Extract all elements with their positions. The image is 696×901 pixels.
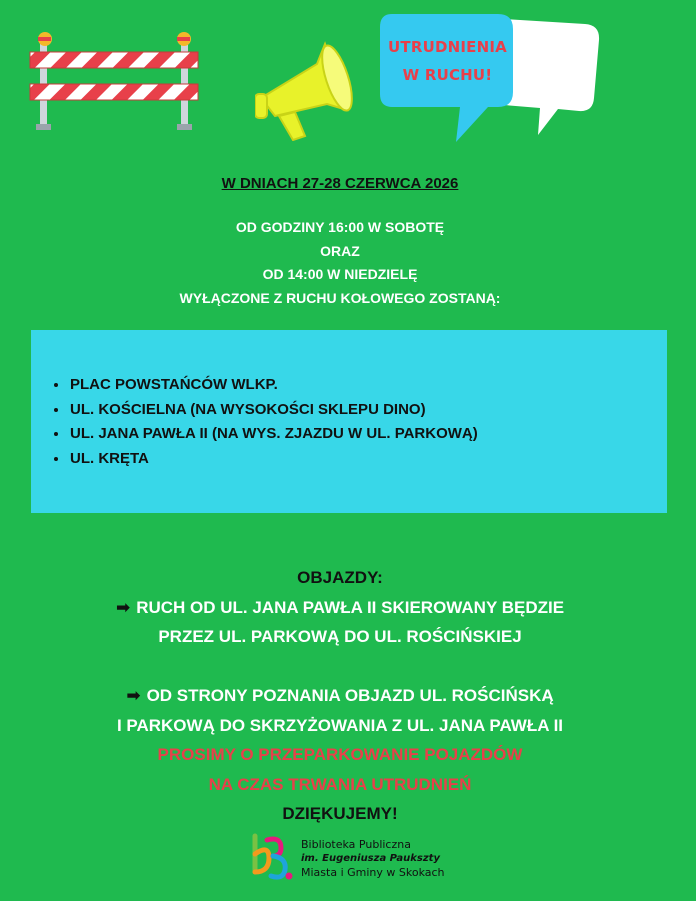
detours-heading: OBJAZDY: [297,568,383,587]
library-name [301,838,445,880]
megaphone-icon [255,36,365,141]
intro-line: OD 14:00 W NIEDZIELĘ [262,266,418,282]
bubble-title-line1: UTRUDNIENIA [388,38,507,56]
bubble-title-line2: W RUCHU! [402,66,493,84]
library-name-line: im. Eugeniusza Paukszty [301,853,440,864]
intro-line: ORAZ [320,242,360,259]
detours-section [0,563,680,829]
date-heading: W DNIACH 27-28 CZERWCA 2026 [221,175,459,192]
list-item: • UL. KOŚCIELNA (NA WYSOKOŚCI SKLEPU DINO) [69,398,478,423]
intro-line: OD GODZINY 16:00 W SOBOTĘ [235,219,445,235]
closed-streets-box [31,330,667,513]
list-item: • UL. KRĘTA [69,447,478,472]
detour-line: I PARKOWĄ DO SKRZYŻOWANIA Z UL. JANA PAWŁA II [116,715,564,735]
closed-streets-list [31,373,478,471]
parking-request-line: NA CZAS TRWANIA UTRUDNIEŃ [208,774,472,794]
road-barrier-icon [28,28,203,133]
list-item: • UL. JANA PAWŁA II (NA WYS. ZJAZDU W UL. PARKOWĄ) [69,422,478,447]
intro-text [0,216,680,310]
detour-line: ➡ OD STRONY POZNANIA OBJAZD UL. ROŚCIŃSKĄ [126,686,554,705]
list-item: • PLAC POWSTAŃCÓW WLKP. [69,373,478,398]
right-arrow-icon: ➡ [115,597,131,617]
parking-request-line: PROSIMY O PRZEPARKOWANIE POJAZDÓW [157,745,523,764]
detour-line: ➡ RUCH OD UL. JANA PAWŁA II SKIEROWANY BĘDZIE [115,597,565,617]
intro-line: WYŁĄCZONE Z RUCHU KOŁOWEGO ZOSTANĄ: [179,289,501,306]
detour-line: PRZEZ UL. PARKOWĄ DO UL. ROŚCIŃSKIEJ [158,627,522,646]
thanks-text: DZIĘKUJEMY! [282,804,398,823]
library-name-line: Biblioteka Publiczna [301,838,411,851]
right-arrow-icon: ➡ [126,686,141,705]
library-logo-icon [247,832,295,882]
library-name-line: Miasta i Gminy w Skokach [301,866,445,879]
